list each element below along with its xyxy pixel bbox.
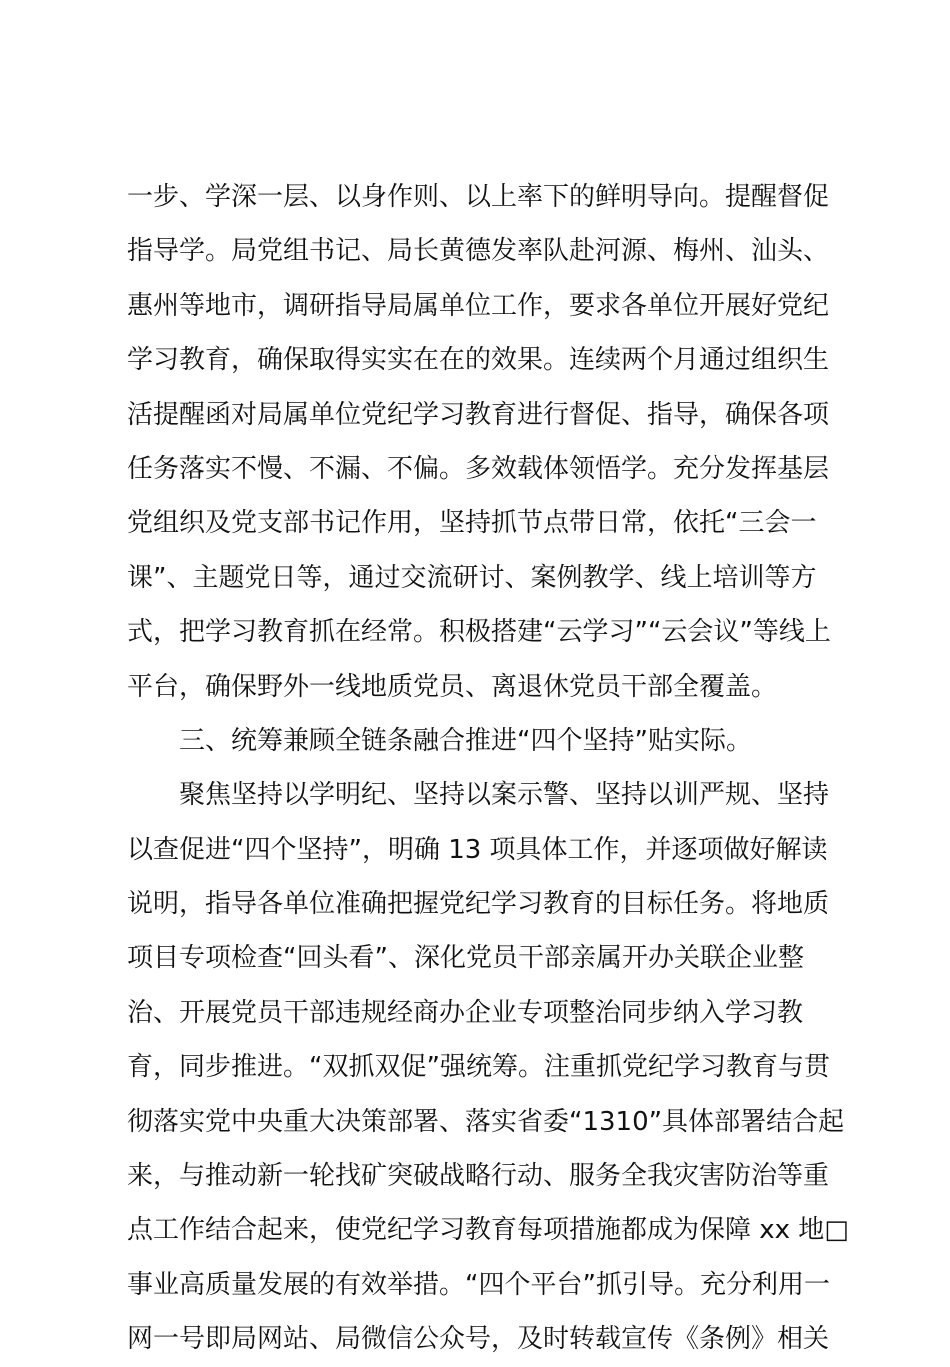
text-line: 彻落实党中央重大决策部署、落实省委“1310”具体部署结合起 bbox=[127, 1106, 845, 1137]
text-line: 课”、主题党日等，通过交流研讨、案例教学、线上培训等方 bbox=[127, 562, 817, 593]
text-line: 网一号即局网站、局微信公众号，及时转载宣传《条例》相关 bbox=[127, 1324, 830, 1355]
text-line: 说明，指导各单位准确把握党纪学习教育的目标任务。将地质 bbox=[127, 889, 830, 920]
text-line: 聚焦坚持以学明纪、坚持以案示警、坚持以训严规、坚持 bbox=[127, 780, 830, 811]
text-line: 学习教育，确保取得实实在在的效果。连续两个月通过组织生 bbox=[127, 345, 830, 376]
text-line: 点工作结合起来，使党纪学习教育每项措施都成为保障 xx 地□ bbox=[127, 1215, 849, 1246]
text-line: 事业高质量发展的有效举措。“四个平台”抓引导。充分利用一 bbox=[127, 1269, 830, 1300]
body-text bbox=[127, 170, 867, 1367]
text-line: 项目专项检查“回头看”、深化党员干部亲属开办关联企业整 bbox=[127, 943, 804, 974]
text-line: 平台，确保野外一线地质党员、离退休党员干部全覆盖。 bbox=[127, 671, 778, 702]
text-line: 党组织及党支部书记作用，坚持抓节点带日常，依托“三会一 bbox=[127, 508, 817, 539]
text-line: 育，同步推进。“双抓双促”强统筹。注重抓党纪学习教育与贯 bbox=[127, 1052, 830, 1083]
text-line: 惠州等地市，调研指导局属单位工作，要求各单位开展好党纪 bbox=[127, 290, 830, 321]
text-line: 指导学。局党组书记、局长黄德发率队赴河源、梅州、汕头、 bbox=[127, 236, 830, 267]
text-line: 一步、学深一层、以身作则、以上率下的鲜明导向。提醒督促 bbox=[127, 182, 830, 212]
section-heading: 三、统筹兼顾全链条融合推进“四个坚持”贴实际。 bbox=[127, 725, 752, 756]
text-line: 治、开展党员干部违规经商办企业专项整治同步纳入学习教 bbox=[127, 997, 804, 1028]
text-line: 以查促进“四个坚持”，明确 13 项具体工作，并逐项做好解读 bbox=[127, 834, 828, 865]
text-line: 来，与推动新一轮找矿突破战略行动、服务全我灾害防治等重 bbox=[127, 1161, 830, 1192]
text-line: 任务落实不慢、不漏、不偏。多效载体领悟学。充分发挥基层 bbox=[127, 453, 830, 484]
text-line: 式，把学习教育抓在经常。积极搭建“云学习”“云会议”等线上 bbox=[127, 617, 831, 648]
text-line: 活提醒函对局属单位党纪学习教育进行督促、指导，确保各项 bbox=[127, 399, 830, 430]
